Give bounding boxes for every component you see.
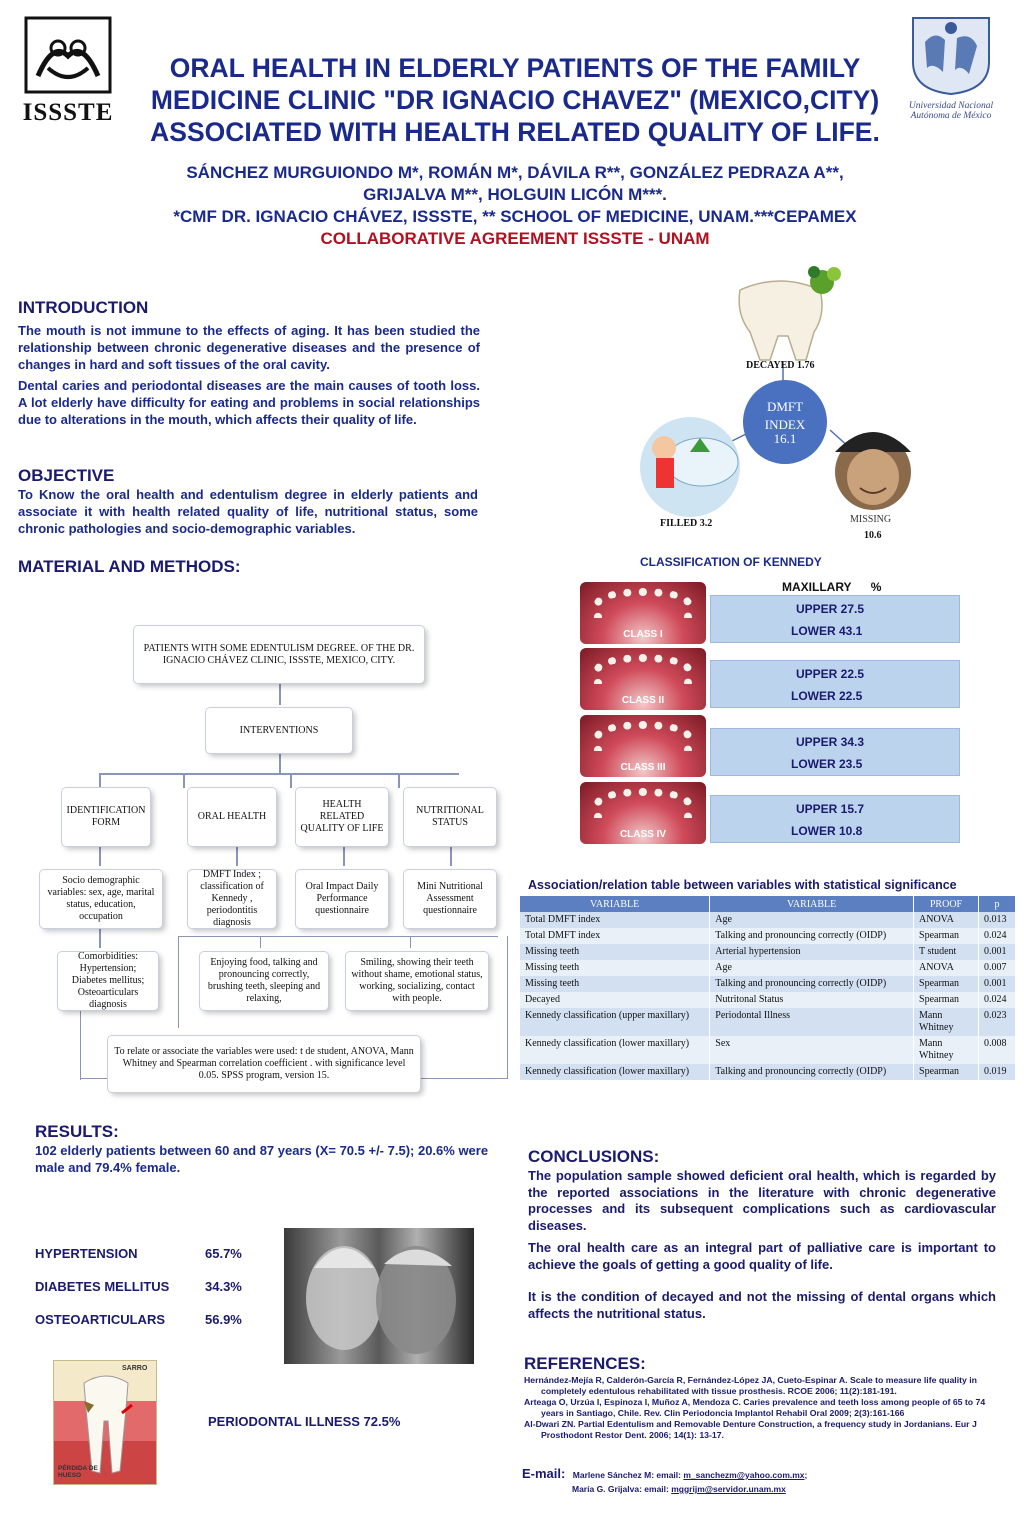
- comorbidity-value: 65.7%: [205, 1246, 242, 1261]
- unam-logo: [905, 12, 997, 140]
- dmft-missing-label: MISSING: [850, 514, 892, 525]
- comorbidity-item: [35, 1279, 275, 1312]
- flow-mna: Mini Nutritional Assessment questionnaire: [404, 870, 496, 928]
- table-cell: 0.007: [978, 960, 1015, 976]
- email-link-1[interactable]: m_sanchezm@yahoo.com.mx: [683, 1470, 805, 1480]
- table-cell: Kennedy classification (lower maxillary): [520, 1036, 710, 1064]
- periodontal-illustration: [53, 1360, 157, 1485]
- dmft-decayed-label: DECAYED 1.76: [746, 360, 815, 371]
- dmft-center-line-3: 16.1: [773, 431, 797, 446]
- column-header: VARIABLE: [710, 896, 914, 912]
- poster-title: ORAL HEALTH IN ELDERLY PATIENTS OF THE FAMILY MEDICINE CLINIC "DR IGNACIO CHAVEZ" (MEXICO,CITY) ASSOCIATED WITH HEALTH RELATED QUALITY OF LIFE.: [150, 53, 880, 147]
- comorbidity-item: [35, 1312, 275, 1345]
- table-cell: Missing teeth: [520, 960, 710, 976]
- elderly-couple-photo: [284, 1228, 474, 1364]
- decayed-tooth-icon: [739, 266, 841, 360]
- kennedy-class-4-values: [710, 795, 960, 843]
- table-cell: Spearman: [914, 928, 979, 944]
- connector: [343, 846, 345, 866]
- table-cell: 0.001: [978, 976, 1015, 992]
- connector: [99, 928, 101, 948]
- table-cell: 0.019: [978, 1064, 1015, 1080]
- issste-emblem-icon: [18, 16, 118, 96]
- table-header-row: [520, 896, 1016, 912]
- column-header: PROOF: [914, 896, 979, 912]
- contact-line-2: [572, 1484, 1002, 1494]
- objective-heading: OBJECTIVE: [18, 466, 115, 485]
- kennedy-lower: LOWER 43.1: [791, 624, 863, 638]
- table-cell: Periodontal Illness: [710, 1008, 914, 1036]
- table-cell: T student: [914, 944, 979, 960]
- connector: [99, 773, 101, 788]
- connector: [279, 683, 281, 705]
- table-row: [520, 912, 1016, 928]
- table-cell: Nutritonal Status: [710, 992, 914, 1008]
- contact-line-1: [573, 1470, 808, 1480]
- kennedy-maxillary-header: [782, 580, 881, 594]
- dmft-filled-label: FILLED 3.2: [660, 518, 713, 529]
- intro-paragraph-1: The mouth is not immune to the effects of aging. It has been studied the relationship between chronic degenerative diseases and the presence of changes in hard and soft tissues of the oral cavity.: [18, 323, 480, 372]
- comorbidity-item: [35, 1246, 275, 1279]
- table-cell: 0.013: [978, 912, 1015, 928]
- reference-item: Arteaga O, Urzúa I, Espinoza I, Muñoz A, Mendoza C. Caries prevalence and teeth loss among people of 65 to 74 years in Santiago, Chile. Rev. Clin Periodoncia Implantol Rehabil Oral 2009; 2(3):161-166: [524, 1397, 986, 1418]
- references-heading: REFERENCES:: [524, 1354, 646, 1373]
- table-cell: Arterial hypertension: [710, 944, 914, 960]
- kennedy-upper: UPPER 27.5: [796, 602, 865, 616]
- dmft-center-line-2: INDEX: [764, 417, 806, 432]
- kennedy-class-4-image: [580, 782, 706, 844]
- email-label: E-mail:: [522, 1466, 566, 1481]
- conclusion-paragraph-2: The oral health care as an integral part of palliative care is important to achieve the goals of getting a good quality of life.: [528, 1240, 996, 1272]
- contact-name-2: María G. Grijalva: email:: [572, 1484, 672, 1494]
- intro-body: [18, 322, 480, 428]
- conclusion-paragraph-1: The population sample showed deficient oral health, which is regarded by the reported associations in the literature with chronic degenerative processes and its subsequent complications such as cardiovascular diseases.: [528, 1168, 996, 1233]
- dmft-missing-value: 10.6: [864, 530, 882, 541]
- table-cell: Total DMFT index: [520, 928, 710, 944]
- table-cell: 0.024: [978, 928, 1015, 944]
- association-table: [520, 896, 1016, 1080]
- authors-block: [120, 162, 910, 250]
- email-link-2[interactable]: mggrijm@servidor.unam.mx: [671, 1484, 786, 1494]
- connector: [450, 846, 452, 866]
- kennedy-class-2-image: [580, 648, 706, 710]
- objective-text: To Know the oral health and edentulism degree in elderly patients and associate it with health related quality of life, nutritional status, some chronic pathologies and socio-demographic variables.: [18, 487, 478, 536]
- flow-nutritional-status: NUTRITIONAL STATUS: [404, 788, 496, 846]
- reference-item: Al-Dwari ZN. Partial Edentulism and Removable Denture Construction, a frequency study in Jordanians. Eur J Prosthodont Restor Dent. 2006; 14(1): 13-17.: [524, 1419, 977, 1440]
- comorbidity-value: 34.3%: [205, 1279, 242, 1294]
- flow-oidp: Oral Impact Daily Performance questionnaire: [296, 870, 388, 928]
- comorbidity-label: OSTEOARTICULARS: [35, 1312, 165, 1327]
- connector: [290, 773, 292, 788]
- dmft-center-label: [743, 398, 827, 448]
- connector: [99, 846, 101, 866]
- flow-comorbidities: Comorbidities: Hypertension; Diabetes mellitus; Osteoarticulars diagnosis: [58, 952, 158, 1010]
- table-cell: ANOVA: [914, 960, 979, 976]
- unam-shield-icon: [905, 12, 997, 96]
- connector: [507, 936, 508, 1079]
- table-cell: Missing teeth: [520, 944, 710, 960]
- conclusion-paragraph-3: It is the condition of decayed and not the missing of dental organs which affects the nutritional status.: [528, 1289, 996, 1321]
- table-cell: Talking and pronouncing correctly (OIDP): [710, 976, 914, 992]
- kennedy-class-2-values: [710, 660, 960, 708]
- issste-logo: [18, 16, 118, 126]
- connector: [398, 773, 400, 788]
- table-row: [520, 976, 1016, 992]
- contact-block: [522, 1465, 1002, 1494]
- flow-hrqol: HEALTH RELATED QUALITY OF LIFE: [296, 788, 388, 846]
- results-heading: RESULTS:: [35, 1122, 119, 1141]
- kennedy-upper: UPPER 15.7: [796, 802, 865, 816]
- kennedy-class-3-values: [710, 728, 960, 776]
- kennedy-upper: UPPER 22.5: [796, 667, 865, 681]
- flow-interventions: INTERVENTIONS: [206, 708, 352, 753]
- table-cell: Spearman: [914, 976, 979, 992]
- table-cell: Age: [710, 912, 914, 928]
- methods-heading: MATERIAL AND METHODS:: [18, 557, 241, 576]
- sarro-label: SARRO: [122, 1365, 148, 1372]
- flow-oidp-items-1: Enjoying food, talking and pronouncing correctly, brushing teeth, sleeping and relaxing,: [200, 952, 328, 1010]
- issste-logo-text: ISSSTE: [22, 99, 114, 126]
- authors-line-2: GRIJALVA M**, HOLGUIN LICÓN M***.: [363, 185, 667, 204]
- table-cell: Sex: [710, 1036, 914, 1064]
- table-cell: Kennedy classification (lower maxillary): [520, 1064, 710, 1080]
- conclusions-heading: CONCLUSIONS:: [528, 1147, 660, 1166]
- references-list: [524, 1375, 1010, 1441]
- table-row: [520, 992, 1016, 1008]
- kennedy-class-1-image: [580, 582, 706, 644]
- flow-oral-health: ORAL HEALTH: [188, 788, 276, 846]
- kennedy-heading: CLASSIFICATION OF KENNEDY: [640, 555, 822, 569]
- connector: [178, 936, 179, 1028]
- table-cell: Spearman: [914, 1064, 979, 1080]
- column-header: p: [978, 896, 1015, 912]
- assoc-heading: Association/relation table between variables with statistical significance: [528, 878, 957, 892]
- table-cell: Missing teeth: [520, 976, 710, 992]
- conclusions-body: [528, 1168, 996, 1322]
- kennedy-class-3-image: [580, 715, 706, 777]
- periodontal-illness: PERIODONTAL ILLNESS 72.5%: [208, 1414, 401, 1429]
- bone-loss-label: PÉRDIDA DE HUESO: [58, 1465, 98, 1479]
- connector: [80, 1010, 81, 1080]
- connector: [99, 773, 459, 775]
- contact-separator: ;: [804, 1470, 808, 1480]
- percent-label: %: [870, 580, 882, 594]
- flow-statistics: To relate or associate the variables were used: t de student, ANOVA, Mann Whitney and Spearman correlation coefficient . with significance level 0.05. SPSS program, version 15.: [108, 1036, 420, 1092]
- table-cell: Mann Whitney: [914, 1008, 979, 1036]
- comorbidity-label: HYPERTENSION: [35, 1246, 138, 1261]
- filled-tooth-cartoon-icon: [640, 417, 740, 517]
- table-cell: Talking and pronouncing correctly (OIDP): [710, 1064, 914, 1080]
- table-cell: 0.008: [978, 1036, 1015, 1064]
- connector: [260, 936, 261, 948]
- flow-patients: PATIENTS WITH SOME EDENTULISM DEGREE. OF THE DR. IGNACIO CHÁVEZ CLINIC, ISSSTE, MEXICO, CITY.: [134, 626, 424, 683]
- table-cell: Mann Whitney: [914, 1036, 979, 1064]
- flow-sociodemographic: Socio demographic variables: sex, age, marital status, education, occupation: [40, 870, 162, 928]
- collaborative-agreement: COLLABORATIVE AGREEMENT ISSSTE - UNAM: [320, 229, 710, 248]
- connector: [410, 936, 411, 948]
- unam-name: Universidad Nacional Autónoma de México: [908, 101, 994, 121]
- kennedy-class-label: CLASS III: [620, 762, 666, 773]
- table-row: [520, 960, 1016, 976]
- column-header: VARIABLE: [520, 896, 710, 912]
- table-cell: Age: [710, 960, 914, 976]
- authors-line-1: SÁNCHEZ MURGUIONDO M*, ROMÁN M*, DÁVILA R**, GONZÁLEZ PEDRAZA A**,: [186, 163, 844, 182]
- table-row: [520, 928, 1016, 944]
- kennedy-class-label: CLASS II: [621, 695, 665, 706]
- table-row: [520, 1036, 1016, 1064]
- connector: [178, 936, 498, 937]
- contact-name-1: Marlene Sánchez M: email:: [572, 1470, 684, 1480]
- intro-paragraph-2: Dental caries and periodontal diseases are the main causes of tooth loss. A lot elderly have difficulty for eating and problems in social relationships due to alterations in the mouth, which affects their quality of life.: [18, 378, 480, 427]
- table-cell: 0.024: [978, 992, 1015, 1008]
- kennedy-lower: LOWER 10.8: [791, 824, 863, 838]
- maxillary-label: MAXILLARY: [782, 580, 852, 594]
- table-cell: ANOVA: [914, 912, 979, 928]
- comorbidity-value: 56.9%: [205, 1312, 242, 1327]
- flow-dmft-kennedy: DMFT Index ; classification of Kennedy , periodontitis diagnosis: [188, 870, 276, 928]
- table-cell: Talking and pronouncing correctly (OIDP): [710, 928, 914, 944]
- flow-oidp-items-2: Smiling, showing their teeth without shame, emotional status, working, socializing, contact with people.: [346, 952, 488, 1010]
- connector: [236, 846, 238, 866]
- table-cell: Spearman: [914, 992, 979, 1008]
- kennedy-lower: LOWER 23.5: [791, 757, 863, 771]
- table-cell: Decayed: [520, 992, 710, 1008]
- connector: [183, 773, 185, 788]
- connector: [279, 753, 281, 773]
- kennedy-class-label: CLASS I: [623, 629, 663, 640]
- comorbidity-label: DIABETES MELLITUS: [35, 1279, 170, 1294]
- couple-faces-icon: [284, 1228, 474, 1364]
- table-cell: Total DMFT index: [520, 912, 710, 928]
- unam-logo-text: [905, 101, 997, 121]
- flow-identification-form: IDENTIFICATION FORM: [62, 788, 150, 846]
- kennedy-class-1-values: [710, 595, 960, 643]
- table-row: [520, 944, 1016, 960]
- intro-heading: INTRODUCTION: [18, 298, 149, 317]
- affiliation: *CMF DR. IGNACIO CHÁVEZ, ISSSTE, ** SCHOOL OF MEDICINE, UNAM.***CEPAMEX: [173, 207, 857, 226]
- comorbidity-list: [35, 1246, 275, 1345]
- dmft-center-line-1: DMFT: [766, 399, 804, 414]
- table-row: [520, 1064, 1016, 1080]
- elderly-woman-photo-icon: [835, 432, 911, 510]
- table-cell: Kennedy classification (upper maxillary): [520, 1008, 710, 1036]
- kennedy-class-label: CLASS IV: [619, 829, 667, 840]
- kennedy-lower: LOWER 22.5: [791, 689, 863, 703]
- results-text: 102 elderly patients between 60 and 87 years (X= 70.5 +/- 7.5); 20.6% were male and 79.4% female.: [35, 1143, 489, 1175]
- table-row: [520, 1008, 1016, 1036]
- reference-item: Hernández-Mejía R, Calderón-García R, Fernández-López JA, Cueto-Espinar A. Scale to measure life quality in completely edentulous rehabilitated with tissue prosthesis. RCOE 2006; 11(2):181-191.: [524, 1375, 977, 1396]
- table-cell: 0.023: [978, 1008, 1015, 1036]
- kennedy-upper: UPPER 34.3: [796, 735, 865, 749]
- table-cell: 0.001: [978, 944, 1015, 960]
